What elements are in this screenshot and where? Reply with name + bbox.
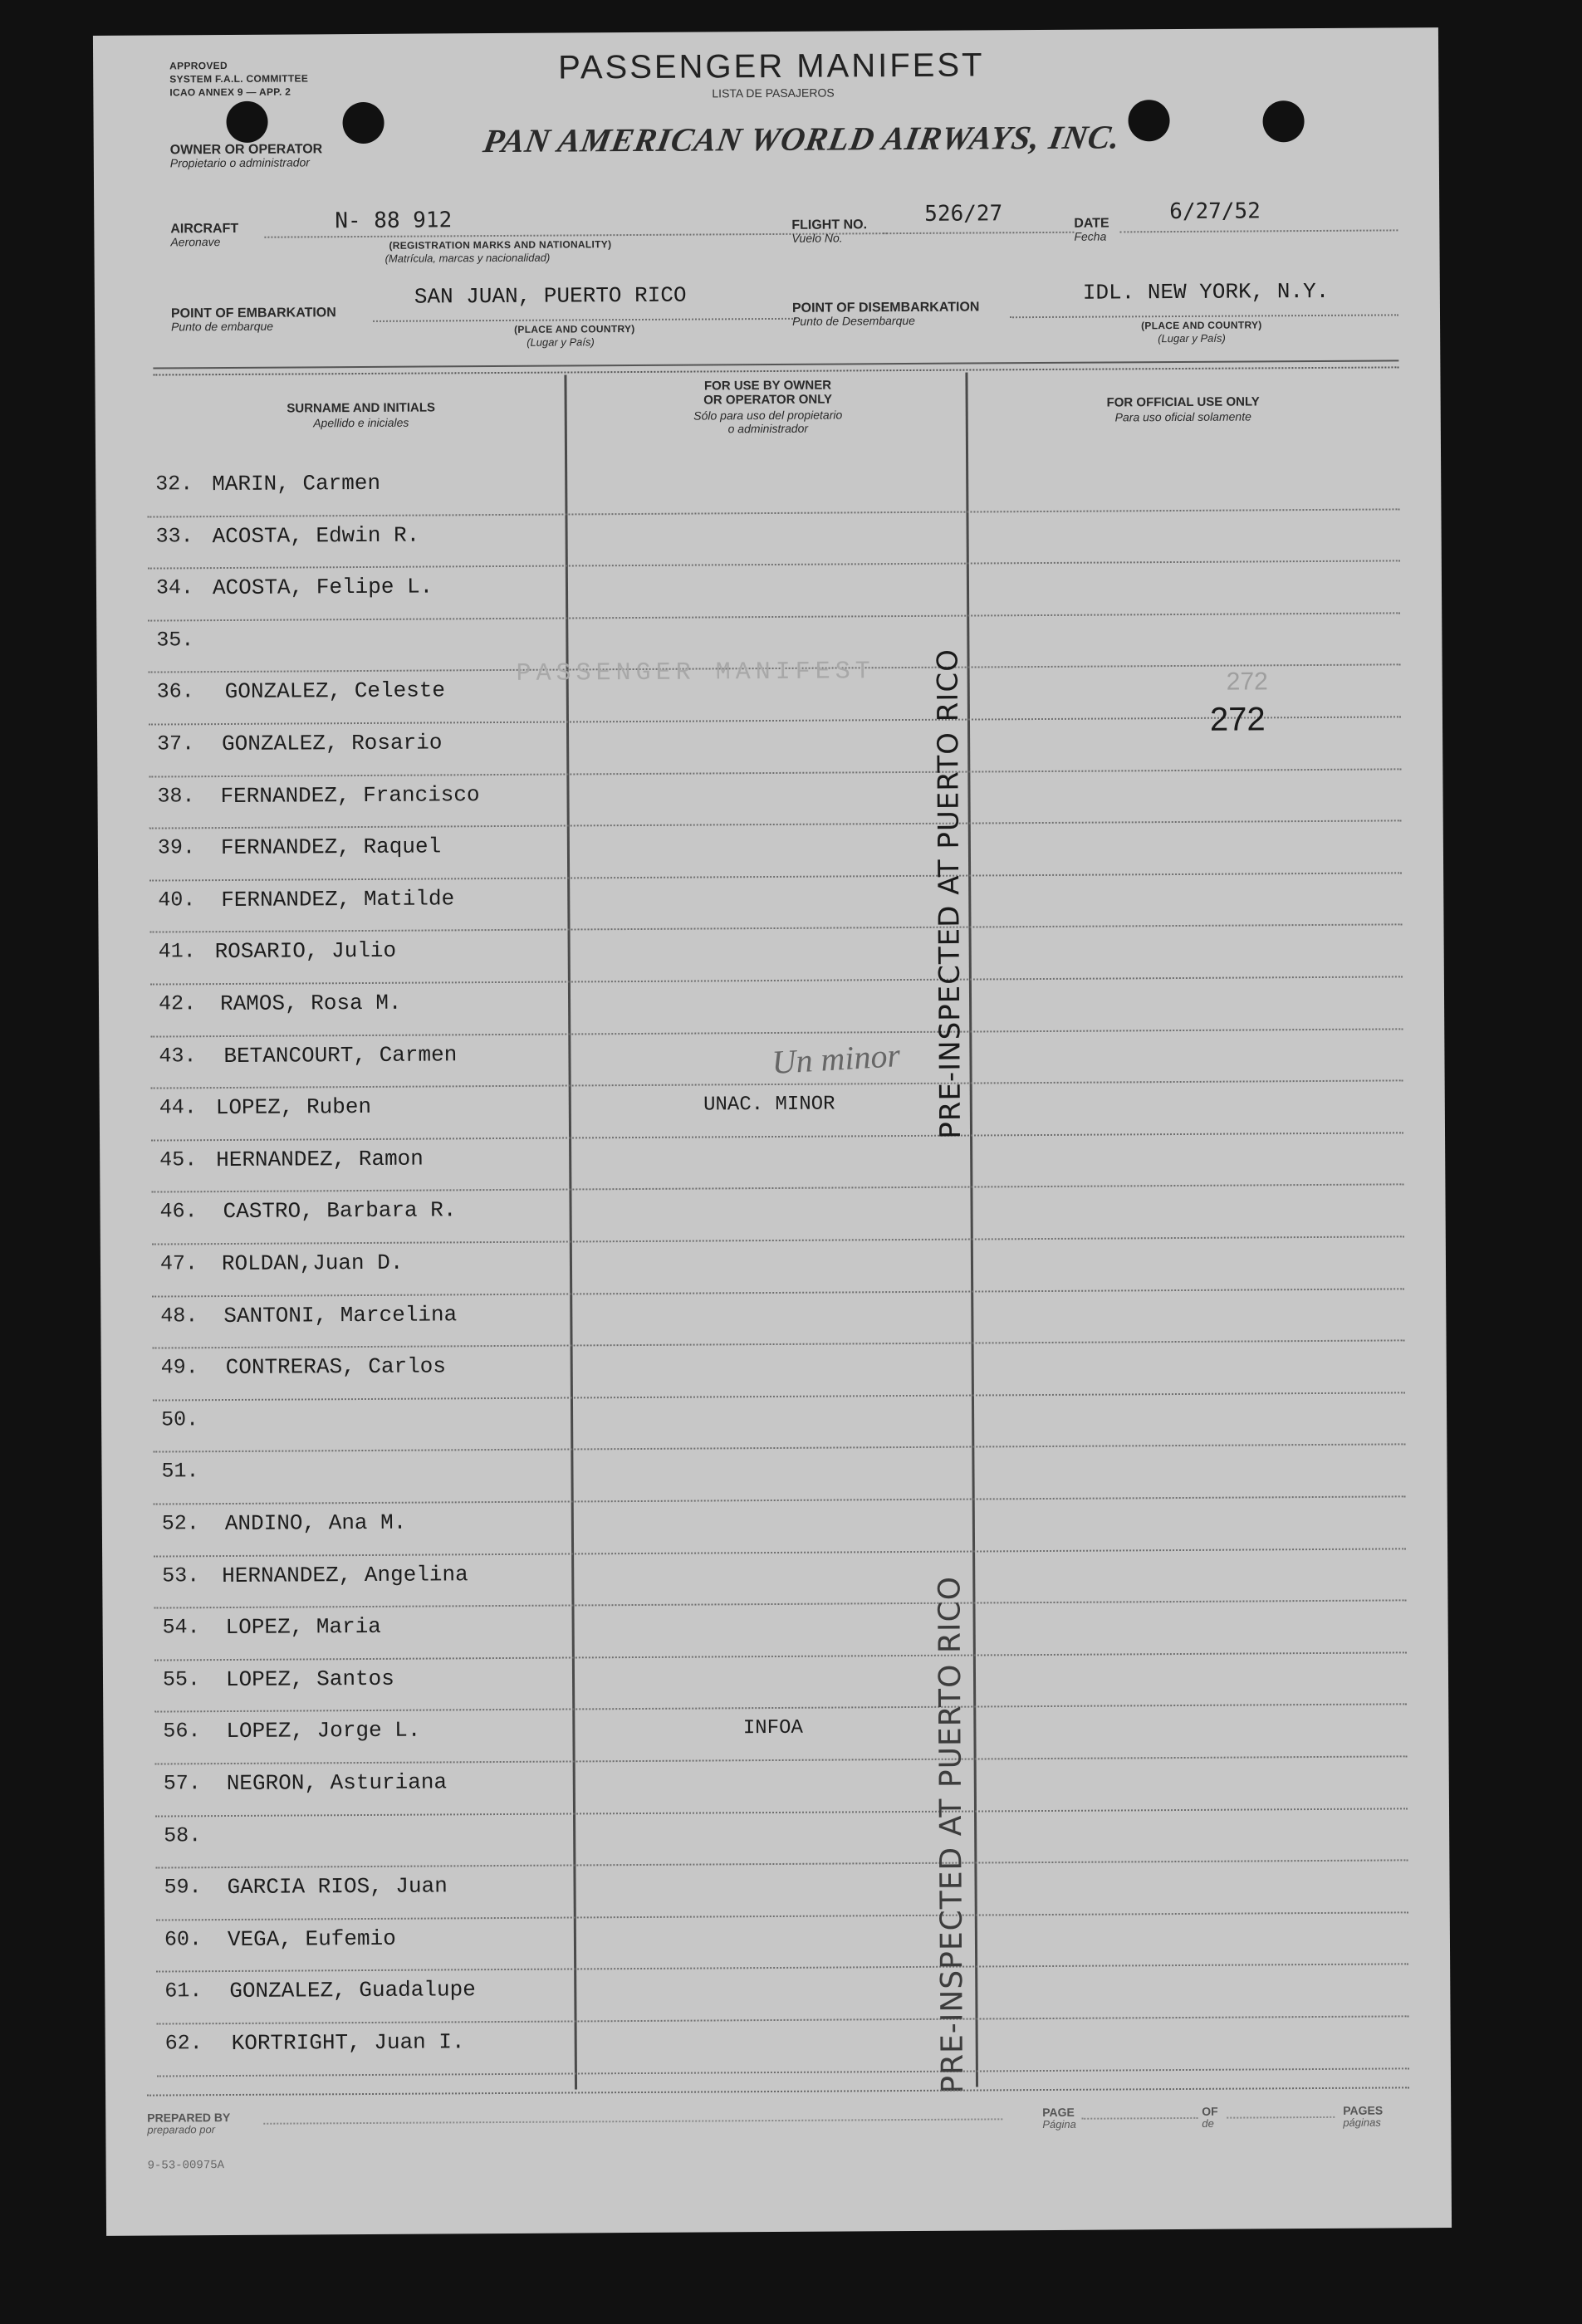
flight-label: FLIGHT NO. (791, 218, 868, 232)
page-line (1081, 2117, 1198, 2120)
pages-label-es: páginas (1343, 2116, 1381, 2129)
row-divider (155, 1860, 1408, 1869)
row-divider (154, 1548, 1406, 1557)
row-divider (154, 1495, 1406, 1504)
row-divider (149, 872, 1402, 881)
passenger-name: LOPEZ, Ruben (215, 1094, 372, 1121)
row-divider (148, 560, 1400, 570)
row-number: 41. (158, 939, 196, 964)
date-line (1119, 229, 1398, 232)
col-header-owner-2: OR OPERATOR ONLY (703, 392, 833, 408)
row-divider (149, 768, 1401, 777)
row-number: 36. (156, 679, 194, 704)
page-title: PASSENGER MANIFEST (558, 46, 985, 86)
bleed-through-text: PASSENGER MANIFEST (516, 658, 875, 688)
passenger-name: GONZALEZ, Guadalupe (229, 1977, 476, 2004)
pre-inspected-stamp-2: PRE-INSPECTED AT PUERTO RICO (933, 1575, 971, 2094)
embark-line (373, 318, 796, 322)
of-label: OF (1202, 2104, 1218, 2118)
row-number: 59. (164, 1875, 202, 1900)
column-divider-1 (564, 374, 577, 2089)
row-divider (151, 1184, 1403, 1193)
row-number: 49. (160, 1355, 198, 1380)
aircraft-label-es: Aeronave (170, 235, 221, 249)
row-divider (152, 1235, 1404, 1245)
disembark-value: IDL. NEW YORK, N.Y. (1082, 278, 1330, 306)
owner-label-es: Propietario o administrador (169, 155, 310, 170)
punch-hole (226, 101, 267, 143)
date-label-es: Fecha (1074, 229, 1107, 243)
of-line (1227, 2116, 1335, 2119)
passenger-name: CASTRO, Barbara R. (223, 1197, 457, 1225)
row-number: 35. (156, 628, 194, 653)
date-value: 6/27/52 (1169, 198, 1261, 225)
passenger-name: RAMOS, Rosa M. (219, 990, 402, 1017)
registration-note-es: (Matrícula, marcas y nacionalidad) (384, 251, 551, 265)
flight-line (883, 232, 1074, 234)
row-number: 56. (163, 1719, 201, 1744)
row-divider (150, 1028, 1403, 1037)
row-number: 46. (159, 1199, 198, 1224)
row-divider (152, 1288, 1404, 1297)
passenger-name: MARIN, Carmen (212, 470, 381, 497)
passenger-name: GONZALEZ, Celeste (224, 678, 446, 705)
passenger-name: LOPEZ, Santos (225, 1666, 394, 1692)
passenger-name: LOPEZ, Maria (225, 1614, 381, 1641)
passenger-name: VEGA, Eufemio (227, 1925, 396, 1952)
pre-inspected-stamp-1: PRE-INSPECTED AT PUERTO RICO (931, 648, 968, 1139)
row-number: 54. (162, 1615, 200, 1640)
row-divider (156, 1911, 1408, 1920)
passenger-name: FERNANDEZ, Francisco (220, 781, 480, 809)
row-divider (147, 508, 1399, 517)
row-number: 39. (157, 835, 196, 860)
row-divider (154, 1704, 1407, 1713)
col-header-official: FOR OFFICIAL USE ONLY (1106, 394, 1260, 410)
embark-value: SAN JUAN, PUERTO RICO (414, 282, 687, 310)
flight-value: 526/27 (924, 201, 1003, 227)
approved-line-2: SYSTEM F.A.L. COMMITTEE (169, 72, 309, 86)
passenger-name: HERNANDEZ, Angelina (222, 1561, 468, 1588)
row-divider (148, 612, 1400, 621)
of-label-es: de (1202, 2116, 1214, 2130)
row-divider (151, 1132, 1403, 1141)
row-number: 42. (158, 991, 197, 1016)
passenger-name: ROSARIO, Julio (214, 938, 397, 965)
disembark-line (1010, 314, 1398, 318)
passenger-name: ROLDAN,Juan D. (221, 1250, 404, 1277)
disembark-place-note-es: (Lugar y País) (1158, 331, 1226, 345)
punch-hole (1128, 100, 1169, 141)
passenger-name: BETANCOURT, Carmen (223, 1041, 458, 1069)
date-label: DATE (1074, 216, 1109, 231)
passenger-name: ACOSTA, Felipe L. (212, 574, 433, 601)
row-number: 43. (159, 1043, 197, 1069)
row-number: 50. (161, 1407, 199, 1432)
handwritten-minor-note: Un minor (771, 1036, 902, 1082)
row-number: 53. (162, 1563, 200, 1588)
punch-hole (342, 102, 384, 144)
passenger-name: SANTONI, Marcelina (223, 1301, 458, 1328)
col-header-official-es: Para uso oficial solamente (1114, 409, 1251, 424)
passenger-name: CONTRERAS, Carlos (225, 1353, 447, 1381)
row-number: 55. (162, 1667, 201, 1692)
page-label: PAGE (1042, 2105, 1075, 2120)
approved-line-3: ICAO ANNEX 9 — APP. 2 (169, 86, 291, 99)
embark-label-es: Punto de embarque (171, 319, 274, 334)
row-number: 44. (159, 1095, 197, 1120)
passenger-name: HERNANDEZ, Ramon (216, 1146, 424, 1172)
row-divider (154, 1600, 1406, 1609)
row-number: 62. (164, 2031, 203, 2056)
footer-rule (147, 2087, 1409, 2096)
page-label-es: Página (1042, 2117, 1076, 2131)
row-divider (154, 1651, 1407, 1661)
col-header-owner-es-2: o administrador (727, 421, 809, 436)
form-number: 9-53-00975A (147, 2159, 225, 2173)
approved-line-1: APPROVED (169, 59, 228, 72)
embark-label: POINT OF EMBARKATION (170, 306, 336, 321)
row-number: 57. (163, 1771, 201, 1796)
passenger-name: GONZALEZ, Rosario (222, 730, 443, 757)
col-header-owner-1: FOR USE BY OWNER (703, 378, 832, 394)
prepared-line (263, 2118, 1002, 2124)
row-divider (153, 1444, 1405, 1453)
official-number: 272 (1209, 701, 1266, 738)
row-divider (156, 1964, 1408, 1973)
owner-label: OWNER OR OPERATOR (169, 142, 323, 158)
row-number: 38. (157, 783, 195, 809)
row-number: 37. (157, 731, 195, 756)
disembark-label: POINT OF DISEMBARKATION (791, 300, 980, 316)
row-divider (155, 1808, 1408, 1817)
row-divider (150, 924, 1403, 933)
flight-label-es: Vuelo No. (791, 231, 843, 245)
passenger-name: FERNANDEZ, Matilde (221, 886, 455, 912)
passenger-name: ANDINO, Ana M. (224, 1509, 407, 1537)
passenger-name: FERNANDEZ, Raquel (220, 834, 442, 861)
page-subtitle: LISTA DE PASAJEROS (712, 86, 835, 100)
row-divider (150, 976, 1403, 985)
punch-hole (1262, 100, 1304, 142)
passenger-name: KORTRIGHT, Juan I. (231, 2029, 465, 2056)
row-number: 60. (164, 1927, 203, 1952)
registration-note: (REGISTRATION MARKS AND NATIONALITY) (389, 238, 612, 252)
row-divider (153, 1392, 1405, 1401)
owner-note: INFOA (742, 1717, 803, 1740)
row-number: 34. (155, 575, 194, 600)
row-divider (155, 1755, 1408, 1764)
row-number: 33. (155, 523, 193, 549)
row-divider (149, 820, 1402, 829)
prepared-label: PREPARED BY (147, 2111, 231, 2125)
passenger-name: LOPEZ, Jorge L. (226, 1717, 421, 1744)
row-number: 61. (164, 1979, 203, 2004)
aircraft-value: N- 88 912 (335, 208, 453, 234)
official-number-faint: 272 (1226, 668, 1268, 696)
disembark-place-note: (PLACE AND COUNTRY) (1141, 319, 1262, 332)
row-divider (153, 1340, 1405, 1349)
embark-place-note-es: (Lugar y País) (527, 335, 595, 349)
prepared-label-es: preparado por (147, 2123, 216, 2136)
row-number: 32. (155, 472, 193, 497)
operator-name: PAN AMERICAN WORLD AIRWAYS, INC. (480, 118, 1124, 160)
embark-place-note: (PLACE AND COUNTRY) (514, 322, 635, 335)
row-number: 48. (160, 1303, 198, 1328)
col-header-owner-es-1: Sólo para uso del propietario (693, 408, 843, 423)
row-number: 52. (161, 1511, 199, 1536)
pages-label: PAGES (1343, 2103, 1384, 2117)
owner-note: UNAC. MINOR (703, 1093, 835, 1117)
row-number: 40. (158, 888, 196, 912)
manifest-sheet (93, 27, 1452, 2236)
row-number: 47. (159, 1251, 198, 1276)
row-divider (157, 2067, 1409, 2077)
passenger-name: GARCIA RIOS, Juan (227, 1873, 448, 1901)
row-number: 51. (161, 1459, 199, 1484)
row-number: 58. (164, 1823, 202, 1848)
col-header-surname-es: Apellido e iniciales (313, 415, 409, 430)
row-divider (157, 2015, 1409, 2024)
disembark-label-es: Punto de Desembarque (791, 313, 915, 328)
col-header-surname: SURNAME AND INITIALS (287, 400, 436, 416)
row-number: 45. (159, 1147, 198, 1172)
aircraft-label: AIRCRAFT (170, 221, 239, 237)
passenger-name: ACOSTA, Edwin R. (212, 522, 420, 549)
passenger-name: NEGRON, Asturiana (226, 1769, 448, 1797)
